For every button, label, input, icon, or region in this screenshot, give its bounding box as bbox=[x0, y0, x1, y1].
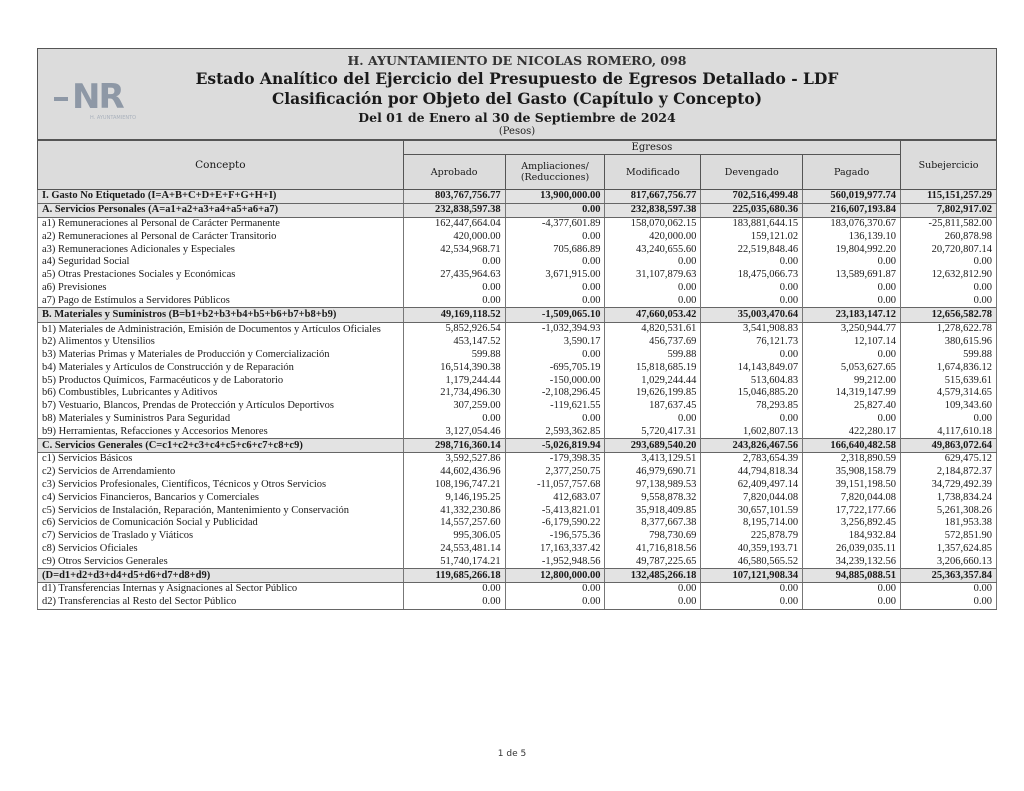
cell-value: 3,256,892.45 bbox=[803, 517, 901, 530]
cell-value: 5,720,417.31 bbox=[605, 425, 701, 438]
table-row bbox=[38, 504, 997, 517]
cell-value: 17,163,337.42 bbox=[505, 543, 605, 556]
cell-value: 34,729,492.39 bbox=[901, 479, 997, 492]
table-row bbox=[38, 308, 997, 323]
cell-value: 51,740,174.21 bbox=[403, 555, 505, 568]
row-label: a5) Otras Prestaciones Sociales y Económicas bbox=[38, 269, 404, 282]
cell-value: 43,240,655.60 bbox=[605, 243, 701, 256]
cell-value: 108,196,747.21 bbox=[403, 479, 505, 492]
cell-value: 0.00 bbox=[403, 413, 505, 426]
cell-value: 0.00 bbox=[701, 294, 803, 307]
concept-column-header: Concepto bbox=[38, 141, 404, 190]
cell-value: 2,377,250.75 bbox=[505, 466, 605, 479]
cell-value: 107,121,908.34 bbox=[701, 569, 803, 583]
cell-value: 119,685,266.18 bbox=[403, 569, 505, 583]
cell-value: 1,738,834.24 bbox=[901, 491, 997, 504]
row-label: a1) Remuneraciones al Personal de Carácter Permanente bbox=[38, 217, 404, 230]
cell-value: 5,261,308.26 bbox=[901, 504, 997, 517]
row-label: A. Servicios Personales (A=a1+a2+a3+a4+a5+a6+a7) bbox=[38, 203, 404, 217]
cell-value: -6,179,590.22 bbox=[505, 517, 605, 530]
cell-value: 0.00 bbox=[901, 596, 997, 609]
row-label: (D=d1+d2+d3+d4+d5+d6+d7+d8+d9) bbox=[38, 569, 404, 583]
cell-value: 2,318,890.59 bbox=[803, 452, 901, 465]
cell-value: 0.00 bbox=[701, 582, 803, 595]
column-header: Aprobado bbox=[403, 155, 505, 190]
report-unit: (Pesos) bbox=[498, 126, 536, 137]
report-title: Estado Analítico del Ejercicio del Presupuesto de Egresos Detallado - LDF bbox=[195, 69, 839, 88]
cell-value: -1,952,948.56 bbox=[505, 555, 605, 568]
cell-value: 225,878.79 bbox=[701, 530, 803, 543]
cell-value: 2,783,654.39 bbox=[701, 452, 803, 465]
cell-value: 41,332,230.86 bbox=[403, 504, 505, 517]
cell-value: 46,580,565.52 bbox=[701, 555, 803, 568]
cell-value: 513,604.83 bbox=[701, 374, 803, 387]
cell-value: 0.00 bbox=[701, 413, 803, 426]
cell-value: 23,183,147.12 bbox=[803, 308, 901, 323]
cell-value: 0.00 bbox=[505, 203, 605, 217]
cell-value: 995,306.05 bbox=[403, 530, 505, 543]
cell-value: 0.00 bbox=[505, 349, 605, 362]
cell-value: 0.00 bbox=[901, 282, 997, 295]
cell-value: 0.00 bbox=[701, 596, 803, 609]
cell-value: 115,151,257.29 bbox=[901, 190, 997, 204]
row-label: a3) Remuneraciones Adicionales y Especiales bbox=[38, 243, 404, 256]
cell-value: 243,826,467.56 bbox=[701, 439, 803, 453]
cell-value: 0.00 bbox=[803, 596, 901, 609]
cell-value: 184,932.84 bbox=[803, 530, 901, 543]
cell-value: 515,639.61 bbox=[901, 374, 997, 387]
cell-value: 3,592,527.86 bbox=[403, 452, 505, 465]
row-label: a7) Pago de Estímulos a Servidores Públicos bbox=[38, 294, 404, 307]
cell-value: 159,121.02 bbox=[701, 230, 803, 243]
cell-value: 5,053,627.65 bbox=[803, 361, 901, 374]
cell-value: 0.00 bbox=[803, 349, 901, 362]
table-row bbox=[38, 374, 997, 387]
logo-text: NR bbox=[72, 77, 123, 117]
cell-value: 1,278,622.78 bbox=[901, 322, 997, 335]
cell-value: 2,593,362.85 bbox=[505, 425, 605, 438]
report-header bbox=[37, 48, 997, 140]
cell-value: 0.00 bbox=[505, 294, 605, 307]
cell-value: 232,838,597.38 bbox=[403, 203, 505, 217]
cell-value: 0.00 bbox=[605, 294, 701, 307]
row-label: b9) Herramientas, Refacciones y Accesorios Menores bbox=[38, 425, 404, 438]
cell-value: 0.00 bbox=[505, 230, 605, 243]
cell-value: 1,674,836.12 bbox=[901, 361, 997, 374]
cell-value: 307,259.00 bbox=[403, 400, 505, 413]
table-row bbox=[38, 479, 997, 492]
cell-value: 0.00 bbox=[901, 256, 997, 269]
cell-value: 7,820,044.08 bbox=[803, 491, 901, 504]
row-label: c2) Servicios de Arrendamiento bbox=[38, 466, 404, 479]
cell-value: 18,475,066.73 bbox=[701, 269, 803, 282]
cell-value: 2,184,872.37 bbox=[901, 466, 997, 479]
cell-value: -11,057,757.68 bbox=[505, 479, 605, 492]
table-row bbox=[38, 555, 997, 568]
cell-value: 0.00 bbox=[803, 582, 901, 595]
table-row bbox=[38, 530, 997, 543]
cell-value: 599.88 bbox=[901, 349, 997, 362]
cell-value: 9,558,878.32 bbox=[605, 491, 701, 504]
row-label: c8) Servicios Oficiales bbox=[38, 543, 404, 556]
cell-value: 260,878.98 bbox=[901, 230, 997, 243]
table-row bbox=[38, 425, 997, 438]
cell-value: 1,029,244.44 bbox=[605, 374, 701, 387]
row-label: C. Servicios Generales (C=c1+c2+c3+c4+c5+c6+c7+c8+c9) bbox=[38, 439, 404, 453]
cell-value: 0.00 bbox=[701, 256, 803, 269]
cell-value: 162,447,664.04 bbox=[403, 217, 505, 230]
table-row bbox=[38, 256, 997, 269]
cell-value: 0.00 bbox=[803, 413, 901, 426]
cell-value: 572,851.90 bbox=[901, 530, 997, 543]
cell-value: -179,398.35 bbox=[505, 452, 605, 465]
cell-value: 12,107.14 bbox=[803, 336, 901, 349]
cell-value: 0.00 bbox=[403, 582, 505, 595]
cell-value: 599.88 bbox=[403, 349, 505, 362]
cell-value: 13,589,691.87 bbox=[803, 269, 901, 282]
table-row bbox=[38, 243, 997, 256]
table-row bbox=[38, 466, 997, 479]
cell-value: 22,519,848.46 bbox=[701, 243, 803, 256]
column-header: Modificado bbox=[605, 155, 701, 190]
cell-value: 49,863,072.64 bbox=[901, 439, 997, 453]
cell-value: 380,615.96 bbox=[901, 336, 997, 349]
budget-table bbox=[37, 140, 997, 610]
cell-value: 44,794,818.34 bbox=[701, 466, 803, 479]
cell-value: 187,637.45 bbox=[605, 400, 701, 413]
row-label: b6) Combustibles, Lubricantes y Aditivos bbox=[38, 387, 404, 400]
table-row bbox=[38, 336, 997, 349]
logo-subtext: H. AYUNTAMIENTO bbox=[90, 115, 137, 121]
row-label: c1) Servicios Básicos bbox=[38, 452, 404, 465]
table-row bbox=[38, 569, 997, 583]
cell-value: 40,359,193.71 bbox=[701, 543, 803, 556]
cell-value: 12,632,812.90 bbox=[901, 269, 997, 282]
entity-name: H. AYUNTAMIENTO DE NICOLAS ROMERO, 098 bbox=[347, 53, 687, 68]
cell-value: 0.00 bbox=[505, 282, 605, 295]
cell-value: 3,541,908.83 bbox=[701, 322, 803, 335]
row-label: c6) Servicios de Comunicación Social y Publicidad bbox=[38, 517, 404, 530]
cell-value: 158,070,062.15 bbox=[605, 217, 701, 230]
cell-value: 7,820,044.08 bbox=[701, 491, 803, 504]
cell-value: 599.88 bbox=[605, 349, 701, 362]
cell-value: 109,343.60 bbox=[901, 400, 997, 413]
cell-value: 0.00 bbox=[701, 282, 803, 295]
cell-value: -695,705.19 bbox=[505, 361, 605, 374]
cell-value: 97,138,989.53 bbox=[605, 479, 701, 492]
cell-value: 14,143,849.07 bbox=[701, 361, 803, 374]
row-label: c4) Servicios Financieros, Bancarios y Comerciales bbox=[38, 491, 404, 504]
cell-value: 560,019,977.74 bbox=[803, 190, 901, 204]
cell-value: 3,206,660.13 bbox=[901, 555, 997, 568]
row-label: b5) Productos Químicos, Farmacéuticos y de Laboratorio bbox=[38, 374, 404, 387]
table-row bbox=[38, 400, 997, 413]
row-label: I. Gasto No Etiquetado (I=A+B+C+D+E+F+G+H+I) bbox=[38, 190, 404, 204]
cell-value: 26,039,035.11 bbox=[803, 543, 901, 556]
cell-value: 35,918,409.85 bbox=[605, 504, 701, 517]
cell-value: 99,212.00 bbox=[803, 374, 901, 387]
report-sheet bbox=[37, 48, 997, 712]
cell-value: 0.00 bbox=[605, 596, 701, 609]
cell-value: 7,802,917.02 bbox=[901, 203, 997, 217]
cell-value: 30,657,101.59 bbox=[701, 504, 803, 517]
cell-value: 8,377,667.38 bbox=[605, 517, 701, 530]
cell-value: -119,621.55 bbox=[505, 400, 605, 413]
row-label: c9) Otros Servicios Generales bbox=[38, 555, 404, 568]
cell-value: 0.00 bbox=[901, 582, 997, 595]
subejercicio-column-header: Subejercicio bbox=[901, 141, 997, 190]
cell-value: 4,579,314.65 bbox=[901, 387, 997, 400]
row-label: d1) Transferencias Internas y Asignaciones al Sector Público bbox=[38, 582, 404, 595]
cell-value: 42,534,968.71 bbox=[403, 243, 505, 256]
cell-value: 0.00 bbox=[901, 413, 997, 426]
cell-value: 798,730.69 bbox=[605, 530, 701, 543]
column-header: Ampliaciones/ (Reducciones) bbox=[505, 155, 605, 190]
row-label: B. Materiales y Suministros (B=b1+b2+b3+b4+b5+b6+b7+b8+b9) bbox=[38, 308, 404, 323]
cell-value: 166,640,482.58 bbox=[803, 439, 901, 453]
report-period: Del 01 de Enero al 30 de Septiembre de 2024 bbox=[358, 110, 676, 125]
cell-value: 0.00 bbox=[901, 294, 997, 307]
cell-value: 181,953.38 bbox=[901, 517, 997, 530]
cell-value: 4,820,531.61 bbox=[605, 322, 701, 335]
cell-value: 232,838,597.38 bbox=[605, 203, 701, 217]
table-row bbox=[38, 322, 997, 335]
cell-value: 76,121.73 bbox=[701, 336, 803, 349]
cell-value: 49,787,225.65 bbox=[605, 555, 701, 568]
cell-value: 17,722,177.66 bbox=[803, 504, 901, 517]
cell-value: 3,590.17 bbox=[505, 336, 605, 349]
table-row bbox=[38, 349, 997, 362]
cell-value: 14,557,257.60 bbox=[403, 517, 505, 530]
cell-value: 5,852,926.54 bbox=[403, 322, 505, 335]
row-label: b7) Vestuario, Blancos, Prendas de Protección y Artículos Deportivos bbox=[38, 400, 404, 413]
table-row bbox=[38, 230, 997, 243]
cell-value: 817,667,756.77 bbox=[605, 190, 701, 204]
cell-value: 13,900,000.00 bbox=[505, 190, 605, 204]
table-row bbox=[38, 582, 997, 595]
cell-value: 3,671,915.00 bbox=[505, 269, 605, 282]
cell-value: 25,363,357.84 bbox=[901, 569, 997, 583]
cell-value: 9,146,195.25 bbox=[403, 491, 505, 504]
cell-value: 19,626,199.85 bbox=[605, 387, 701, 400]
cell-value: 1,602,807.13 bbox=[701, 425, 803, 438]
cell-value: 803,767,756.77 bbox=[403, 190, 505, 204]
cell-value: 0.00 bbox=[803, 282, 901, 295]
cell-value: 0.00 bbox=[505, 582, 605, 595]
table-row bbox=[38, 387, 997, 400]
cell-value: 20,720,807.14 bbox=[901, 243, 997, 256]
table-row bbox=[38, 190, 997, 204]
cell-value: 183,881,644.15 bbox=[701, 217, 803, 230]
cell-value: 0.00 bbox=[605, 413, 701, 426]
cell-value: 298,716,360.14 bbox=[403, 439, 505, 453]
table-row bbox=[38, 203, 997, 217]
cell-value: -150,000.00 bbox=[505, 374, 605, 387]
cell-value: 702,516,499.48 bbox=[701, 190, 803, 204]
cell-value: 0.00 bbox=[605, 582, 701, 595]
cell-value: 47,660,053.42 bbox=[605, 308, 701, 323]
cell-value: 15,818,685.19 bbox=[605, 361, 701, 374]
cell-value: -1,032,394.93 bbox=[505, 322, 605, 335]
cell-value: -4,377,601.89 bbox=[505, 217, 605, 230]
cell-value: 27,435,964.63 bbox=[403, 269, 505, 282]
cell-value: 136,139.10 bbox=[803, 230, 901, 243]
row-label: b2) Alimentos y Utensilios bbox=[38, 336, 404, 349]
table-body bbox=[38, 190, 997, 610]
cell-value: 420,000.00 bbox=[403, 230, 505, 243]
table-row bbox=[38, 491, 997, 504]
cell-value: 0.00 bbox=[605, 282, 701, 295]
cell-value: -5,413,821.01 bbox=[505, 504, 605, 517]
cell-value: 31,107,879.63 bbox=[605, 269, 701, 282]
cell-value: 78,293.85 bbox=[701, 400, 803, 413]
table-row bbox=[38, 517, 997, 530]
cell-value: 62,409,497.14 bbox=[701, 479, 803, 492]
cell-value: 225,035,680.36 bbox=[701, 203, 803, 217]
row-label: b1) Materiales de Administración, Emisión de Documentos y Artículos Oficiales bbox=[38, 322, 404, 335]
cell-value: 0.00 bbox=[505, 256, 605, 269]
cell-value: 456,737.69 bbox=[605, 336, 701, 349]
cell-value: 3,250,944.77 bbox=[803, 322, 901, 335]
row-label: b8) Materiales y Suministros Para Seguridad bbox=[38, 413, 404, 426]
row-label: c7) Servicios de Traslado y Viáticos bbox=[38, 530, 404, 543]
table-row bbox=[38, 413, 997, 426]
table-row bbox=[38, 217, 997, 230]
cell-value: 0.00 bbox=[403, 282, 505, 295]
cell-value: 0.00 bbox=[701, 349, 803, 362]
cell-value: -5,026,819.94 bbox=[505, 439, 605, 453]
row-label: a4) Seguridad Social bbox=[38, 256, 404, 269]
cell-value: 3,127,054.46 bbox=[403, 425, 505, 438]
table-row bbox=[38, 452, 997, 465]
cell-value: 0.00 bbox=[803, 294, 901, 307]
cell-value: 183,076,370.67 bbox=[803, 217, 901, 230]
column-header: Pagado bbox=[803, 155, 901, 190]
cell-value: 0.00 bbox=[505, 413, 605, 426]
row-label: b3) Materias Primas y Materiales de Producción y Comercialización bbox=[38, 349, 404, 362]
cell-value: 19,804,992.20 bbox=[803, 243, 901, 256]
cell-value: 3,413,129.51 bbox=[605, 452, 701, 465]
cell-value: 412,683.07 bbox=[505, 491, 605, 504]
row-label: a6) Previsiones bbox=[38, 282, 404, 295]
cell-value: 34,239,132.56 bbox=[803, 555, 901, 568]
table-row bbox=[38, 543, 997, 556]
table-row bbox=[38, 294, 997, 307]
row-label: d2) Transferencias al Resto del Sector Público bbox=[38, 596, 404, 609]
cell-value: 39,151,198.50 bbox=[803, 479, 901, 492]
table-row bbox=[38, 361, 997, 374]
row-label: c3) Servicios Profesionales, Científicos, Técnicos y Otros Servicios bbox=[38, 479, 404, 492]
cell-value: 44,602,436.96 bbox=[403, 466, 505, 479]
cell-value: -196,575.36 bbox=[505, 530, 605, 543]
table-row bbox=[38, 439, 997, 453]
egresos-group-header: Egresos bbox=[403, 141, 900, 155]
cell-value: 0.00 bbox=[403, 256, 505, 269]
cell-value: 49,169,118.52 bbox=[403, 308, 505, 323]
cell-value: 21,734,496.30 bbox=[403, 387, 505, 400]
cell-value: 24,553,481.14 bbox=[403, 543, 505, 556]
cell-value: 15,046,885.20 bbox=[701, 387, 803, 400]
row-label: c5) Servicios de Instalación, Reparación, Mantenimiento y Conservación bbox=[38, 504, 404, 517]
table-row bbox=[38, 596, 997, 609]
cell-value: 1,357,624.85 bbox=[901, 543, 997, 556]
table-row bbox=[38, 282, 997, 295]
cell-value: 35,003,470.64 bbox=[701, 308, 803, 323]
cell-value: 12,800,000.00 bbox=[505, 569, 605, 583]
cell-value: -25,811,582.00 bbox=[901, 217, 997, 230]
cell-value: 46,979,690.71 bbox=[605, 466, 701, 479]
cell-value: 0.00 bbox=[505, 596, 605, 609]
row-label: a2) Remuneraciones al Personal de Carácter Transitorio bbox=[38, 230, 404, 243]
cell-value: 705,686.89 bbox=[505, 243, 605, 256]
cell-value: 35,908,158.79 bbox=[803, 466, 901, 479]
cell-value: 0.00 bbox=[403, 596, 505, 609]
table-row bbox=[38, 269, 997, 282]
cell-value: -2,108,296.45 bbox=[505, 387, 605, 400]
cell-value: 453,147.52 bbox=[403, 336, 505, 349]
page-number: 1 de 5 bbox=[497, 749, 527, 759]
cell-value: 12,656,582.78 bbox=[901, 308, 997, 323]
cell-value: 8,195,714.00 bbox=[701, 517, 803, 530]
report-subtitle: Clasificación por Objeto del Gasto (Capítulo y Concepto) bbox=[271, 89, 763, 108]
row-label: b4) Materiales y Artículos de Construcción y de Reparación bbox=[38, 361, 404, 374]
cell-value: 4,117,610.18 bbox=[901, 425, 997, 438]
cell-value: 41,716,818.56 bbox=[605, 543, 701, 556]
cell-value: 0.00 bbox=[803, 256, 901, 269]
column-header: Devengado bbox=[701, 155, 803, 190]
cell-value: 0.00 bbox=[403, 294, 505, 307]
cell-value: -1,509,065.10 bbox=[505, 308, 605, 323]
cell-value: 293,689,540.20 bbox=[605, 439, 701, 453]
cell-value: 132,485,266.18 bbox=[605, 569, 701, 583]
cell-value: 0.00 bbox=[605, 256, 701, 269]
cell-value: 420,000.00 bbox=[605, 230, 701, 243]
cell-value: 94,885,088.51 bbox=[803, 569, 901, 583]
cell-value: 25,827.40 bbox=[803, 400, 901, 413]
cell-value: 629,475.12 bbox=[901, 452, 997, 465]
cell-value: 16,514,390.38 bbox=[403, 361, 505, 374]
cell-value: 216,607,193.84 bbox=[803, 203, 901, 217]
cell-value: 1,179,244.44 bbox=[403, 374, 505, 387]
cell-value: 14,319,147.99 bbox=[803, 387, 901, 400]
cell-value: 422,280.17 bbox=[803, 425, 901, 438]
